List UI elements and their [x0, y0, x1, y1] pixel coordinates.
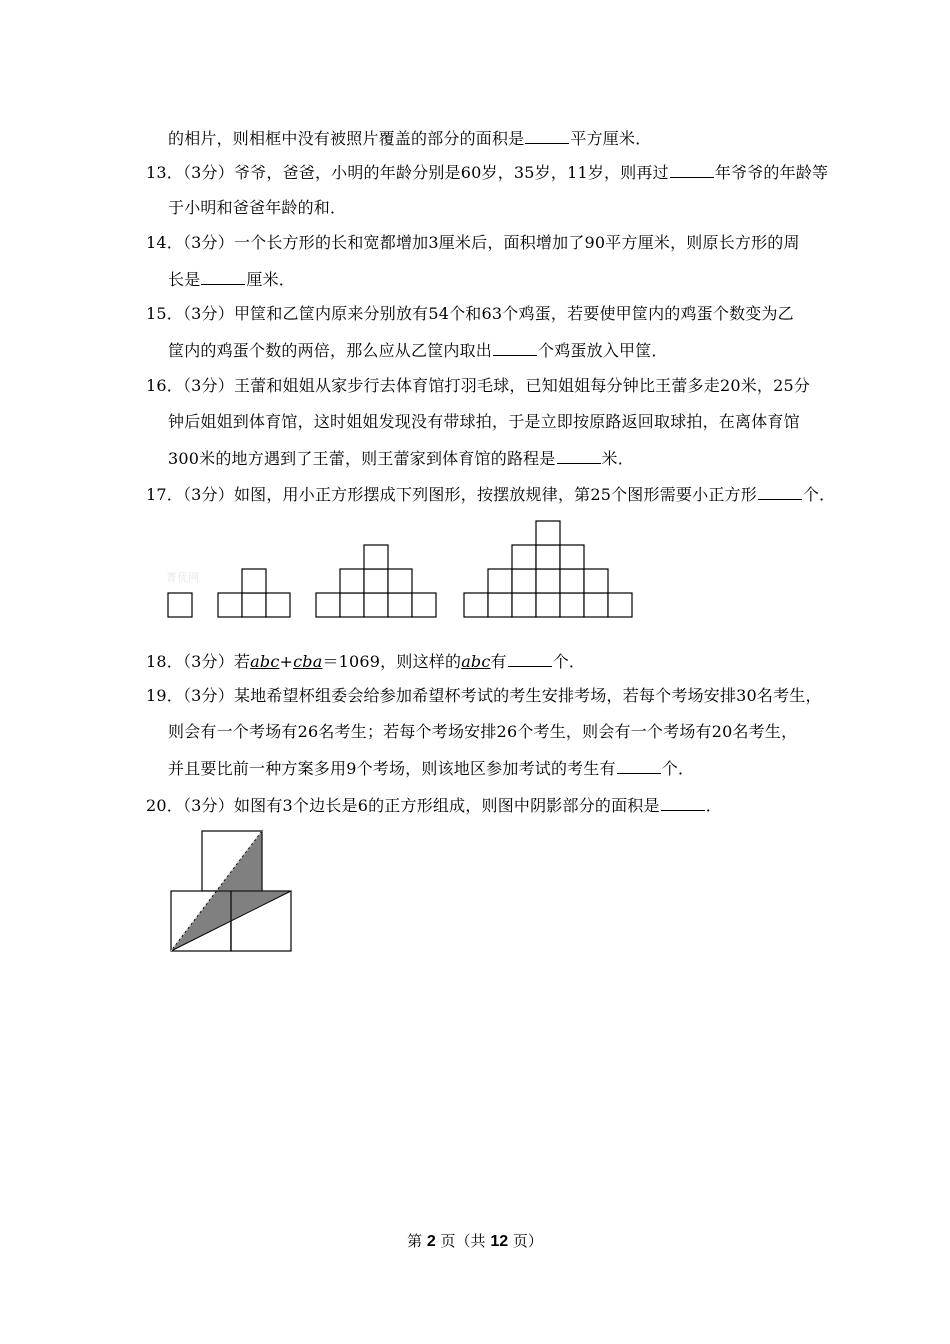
q20-line-a: 20．（3分）如图有3个边长是6的正方形组成，则图中阴影部分的面积是 ．	[146, 796, 722, 815]
page-number: 2	[426, 1233, 436, 1250]
abc-term: abc	[461, 652, 491, 671]
q14-line-b: 长是 厘米．	[168, 270, 296, 289]
q14-line-a: 14．（3分）一个长方形的长和宽都增加3厘米后，面积增加了90平方厘米，则原长方形的周	[146, 233, 800, 252]
pattern-2	[218, 569, 290, 617]
q12-line-b: 的相片，则相框中没有被照片覆盖的部分的面积是 平方厘米．	[168, 129, 652, 148]
answer-blank	[758, 484, 802, 500]
q13-line-b: 于小明和爸爸年龄的和．	[168, 198, 347, 217]
pattern-3	[316, 545, 436, 617]
watermark: 菁优网	[166, 571, 199, 584]
q19-line-c: 并且要比前一种方案多用9个考场，则该地区参加考试的考生有 个．	[168, 759, 695, 778]
answer-blank	[525, 128, 569, 144]
abc-term: abc	[250, 652, 280, 671]
q16-line-b: 钟后姐姐到体育馆，这时姐姐发现没有带球拍，于是立即按原路返回取球拍，在离体育馆	[168, 412, 800, 431]
square-pattern-figure	[160, 515, 640, 621]
q13-line-a: 13．（3分）爷爷，爸爸，小明的年龄分别是60岁，35岁，11岁，则再过 年爷爷的年龄等	[146, 163, 829, 182]
answer-blank	[508, 651, 552, 667]
q16-line-c: 300米的地方遇到了王蕾，则王蕾家到体育馆的路程是 米．	[168, 449, 634, 468]
total-pages: 12	[490, 1233, 509, 1250]
pattern-1	[168, 593, 192, 617]
q15-line-b: 筐内的鸡蛋个数的两倍，那么应从乙筐内取出 个鸡蛋放入甲筐．	[168, 341, 668, 360]
answer-blank	[557, 448, 601, 464]
q16-line-a: 16．（3分）王蕾和姐姐从家步行去体育馆打羽毛球，已知姐姐每分钟比王蕾多走20米，25分	[146, 376, 811, 395]
q19-line-b: 则会有一个考场有26名考生；若每个考场安排26个考生，则会有一个考场有20名考生，	[168, 722, 798, 741]
answer-blank	[201, 269, 245, 285]
page-footer: 第 2 页（共 12 页）	[407, 1232, 543, 1250]
answer-blank	[670, 162, 714, 178]
q15-line-a: 15．（3分）甲筐和乙筐内原来分别放有54个和63个鸡蛋，若要使甲筐内的鸡蛋个数变为乙	[146, 304, 794, 323]
pattern-4	[464, 521, 632, 617]
q18-line-a: 18．（3分）若abc+cba＝1069，则这样的abc有 个．	[146, 652, 586, 671]
answer-blank	[661, 795, 705, 811]
cba-term: cba	[293, 652, 323, 671]
q19-line-a: 19．（3分）某地希望杯组委会给参加希望杯考试的考生安排考场，若每个考场安排30名考生，	[146, 686, 822, 705]
answer-blank	[617, 758, 661, 774]
q17-line-a: 17．（3分）如图，用小正方形摆成下列图形，按摆放规律，第25个图形需要小正方形 个．	[146, 485, 836, 504]
answer-blank	[493, 340, 537, 356]
three-squares-figure	[165, 826, 300, 956]
